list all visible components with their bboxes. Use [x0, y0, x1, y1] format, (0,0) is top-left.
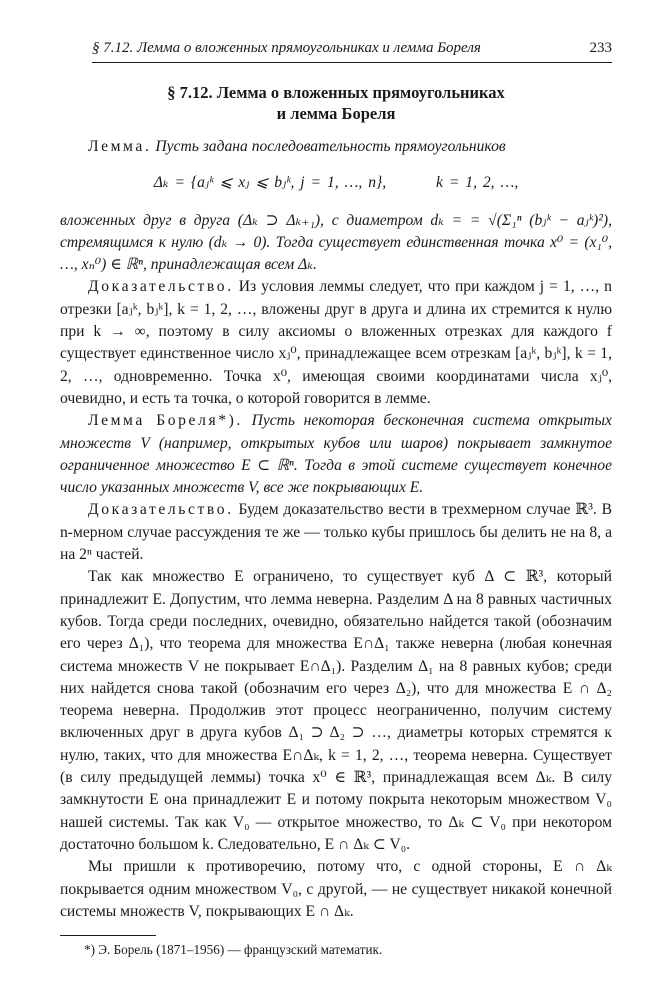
borel-lemma-statement: Пусть некоторая бесконечная система открытых множеств V (например, открытых кубов или шаров) покрывает замкнутое ограниченное множество E ⊂ ℝⁿ. Тогда в этой системе существует конечное число указанных множеств V, все же покрывающих E. [60, 412, 612, 497]
section-title-line2: и лемма Бореля [276, 104, 396, 123]
proof2-text: Будем доказательство вести в трехмерном случае ℝ³. В n-мерном случае рассуждения те же — только кубы пришлось бы делить не на 8, а на 2ⁿ частей. [60, 501, 612, 564]
proof1-text: Из условия леммы следует, что при каждом j = 1, …, n отрезки [aⱼᵏ, bⱼᵏ], k = 1, 2, …, вложены друг в друга и длина их стремится к нулю при k → ∞, поэтому в силу аксиомы о вложенных отрезках для каждого f существует единственное число xⱼ⁰, принадлежащее всем отрезкам [aⱼᵏ, bⱼᵏ], k = 1, 2, …, одновременно. Точка x⁰, имеющая своими координатами числа xⱼ⁰, очевидно, и есть та точка, о которой говорится в лемме. [60, 278, 612, 407]
lemma-label: Лемма. [88, 138, 152, 155]
lemma-intro [60, 136, 612, 158]
page [60, 38, 612, 958]
display-formula [60, 172, 612, 194]
final-paragraph: Мы пришли к противоречию, потому что, с одной стороны, E ∩ Δₖ покрывается одним множеством V₀, с другой, — не существует никакой конечной системы множеств V, покрывающих E ∩ Δₖ. [60, 858, 612, 920]
proof2-label: Доказательство. [88, 501, 234, 519]
section-title [60, 82, 612, 124]
running-title: § 7.12. Лемма о вложенных прямоугольниках и лемма Бореля [92, 40, 481, 56]
footnote-rule [60, 935, 156, 936]
footnote: *) Э. Борель (1871–1956) — французский математик. [84, 942, 383, 958]
borel-lemma-paragraph [60, 410, 612, 499]
proof1-paragraph [60, 276, 612, 410]
proof1-label: Доказательство. [88, 278, 234, 296]
main-proof-paragraph: Так как множество E ограничено, то существует куб Δ ⊂ ℝ³, который принадлежит E. Допустим, что лемма неверна. Разделим Δ на 8 равных частичных кубов. Тогда среди последних, очевидно, обязательно найдется такой (обозначим его через Δ₁), что теорема для множества E∩Δ₁ также неверна (любая конечная система множеств V не покрывает E∩Δ₁). Разделим Δ₁ на 8 равных кубов; среди них найдется снова такой (обозначим его через Δ₂), что для множества E ∩ Δ₂ теорема неверна. Продолжив этот процесс неограниченно, получим систему включенных друг в друга кубов Δ₁ ⊃ Δ₂ ⊃ …, диаметры которых стремятся к нулю, таких, что для множества E∩Δₖ, k = 1, 2, …, теорема неверна. Существует (в силу предыдущей леммы) точка x⁰ ∈ ℝ³, принадлежащая всем Δₖ. В силу замкнутости E она принадлежит E и потому покрыта некоторым множеством V₀ нашей системы. Так как V₀ — открытое множество, то Δₖ ⊂ V₀ при некотором достаточно большом k. Следовательно, E ∩ Δₖ ⊂ V₀. [60, 568, 612, 853]
display-formula-right: k = 1, 2, …, [436, 174, 519, 192]
lemma-statement-intro: Пусть задана последовательность прямоугольников [155, 138, 506, 155]
running-head [92, 38, 612, 63]
borel-lemma-label: Лемма Бореля*). [88, 412, 243, 430]
proof2-paragraph [60, 499, 612, 566]
section-title-line1: § 7.12. Лемма о вложенных прямоугольниках [167, 83, 505, 102]
page-number: 233 [589, 40, 612, 56]
display-formula-left: Δₖ = {aⱼᵏ ⩽ xⱼ ⩽ bⱼᵏ, j = 1, …, n}, [153, 174, 387, 192]
lemma-statement-rest: вложенных друг в друга (Δₖ ⊃ Δₖ₊₁), с диаметром dₖ = = √(Σ₁ⁿ (bⱼᵏ − aⱼᵏ)²), стремящимся к нулю (dₖ → 0). Тогда существует единственная точка x⁰ = (x₁⁰, …, xₙ⁰) ∈ ℝⁿ, принадлежащая всем Δₖ. [60, 211, 612, 274]
